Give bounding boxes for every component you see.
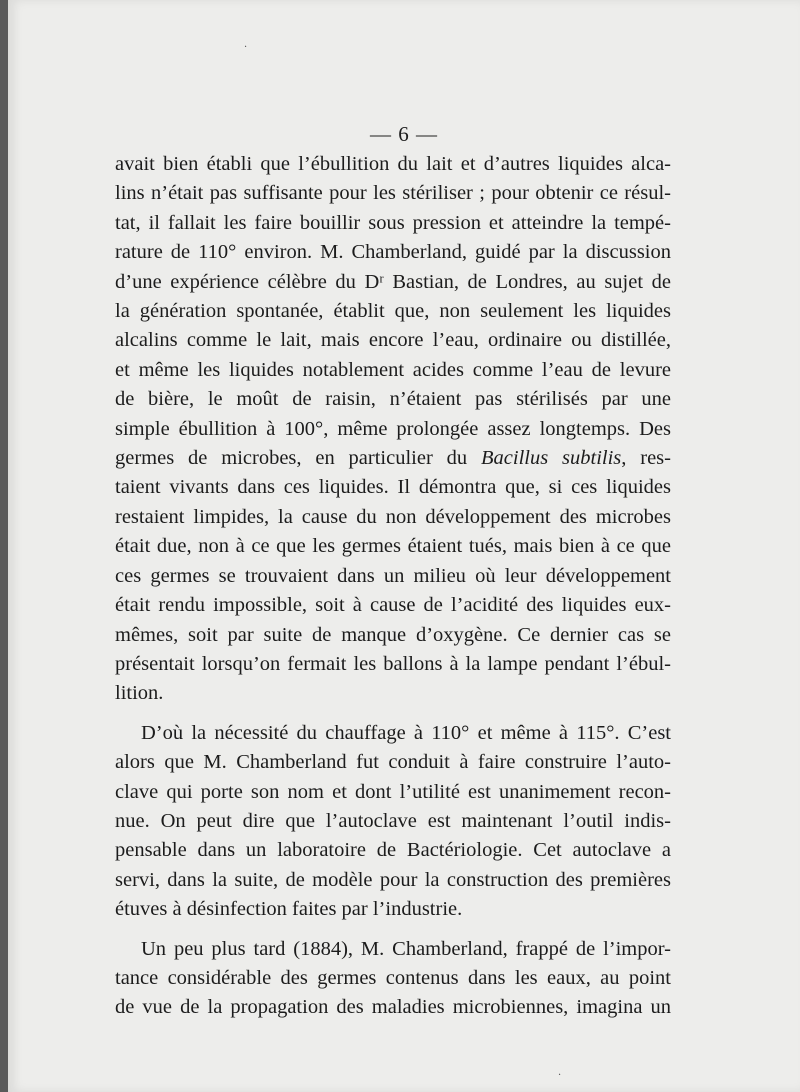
text-line: taient vivants dans ces liquides. Il démontra que, si ces liquides <box>115 476 671 499</box>
text-line: servi, dans la suite, de modèle pour la construction des premières <box>115 868 671 891</box>
text-line: alcalins comme le lait, mais encore l’eau, ordinaire ou distillée, <box>115 329 671 352</box>
body-text <box>115 150 671 1023</box>
text-line: avait bien établi que l’ébullition du lait et d’autres liquides alca- <box>115 153 671 175</box>
text-line: tance considérable des germes contenus dans les eaux, au point <box>115 966 671 989</box>
text-line: était rendu impossible, soit à cause de l’acidité des liquides eux- <box>115 594 671 617</box>
text-line: rature de 110° environ. M. Chamberland, guidé par la discussion <box>115 241 671 264</box>
text-line: alors que M. Chamberland fut conduit à faire construire l’auto- <box>115 751 671 774</box>
text-line: et même les liquides notablement acides comme l’eau de levure <box>115 358 671 381</box>
species-name: Bacillus subtilis <box>481 447 622 470</box>
text-line: lins n’était pas suffisante pour les stériliser ; pour obtenir ce résul- <box>115 182 671 205</box>
text-line: clave qui porte son nom et dont l’utilité est unanimement recon- <box>115 780 671 803</box>
text-line: étuves à désinfection faites par l’industrie. <box>115 898 463 921</box>
paragraph <box>115 150 671 709</box>
text-line: d’une expérience célèbre du Dʳ Bastian, de Londres, au sujet de <box>115 270 671 293</box>
text-line: de vue de la propagation des maladies microbiennes, imagina un <box>115 996 671 1019</box>
scanned-page <box>8 0 800 1092</box>
text-line: D’où la nécessité du chauffage à 110° et même à 115°. C’est <box>141 721 671 744</box>
scan-speck: · <box>244 42 248 53</box>
text-line: tat, il fallait les faire bouillir sous pression et atteindre la tempé- <box>115 211 671 234</box>
text-line: Un peu plus tard (1884), M. Chamberland, frappé de l’impor- <box>141 937 671 960</box>
text-line: était due, non à ce que les germes étaient tués, mais bien à ce que <box>115 535 671 558</box>
text-line: la génération spontanée, établit que, non seulement les liquides <box>115 300 671 323</box>
paragraph <box>115 719 671 925</box>
paragraph <box>115 935 671 1023</box>
text-line: germes de microbes, en particulier du Bacillus subtilis, res- <box>115 447 671 470</box>
text-line: présentait lorsqu’on fermait les ballons à la lampe pendant l’ébul- <box>115 652 671 675</box>
text-line: pensable dans un laboratoire de Bactériologie. Cet autoclave a <box>115 839 671 862</box>
text-line: simple ébullition à 100°, même prolongée assez longtemps. Des <box>115 417 671 440</box>
text-line: mêmes, soit par suite de manque d’oxygène. Ce dernier cas se <box>115 623 671 646</box>
text-line: ces germes se trouvaient dans un milieu où leur développement <box>115 564 671 587</box>
text-line: lition. <box>115 682 164 705</box>
scan-speck: · <box>558 1070 562 1081</box>
text-line: restaient limpides, la cause du non développement des microbes <box>115 505 671 528</box>
page-number: — 6 — <box>370 122 438 146</box>
text-line: de bière, le moût de raisin, n’étaient pas stérilisés par une <box>115 388 671 411</box>
text-line: nue. On peut dire que l’autoclave est maintenant l’outil indis- <box>115 809 671 832</box>
